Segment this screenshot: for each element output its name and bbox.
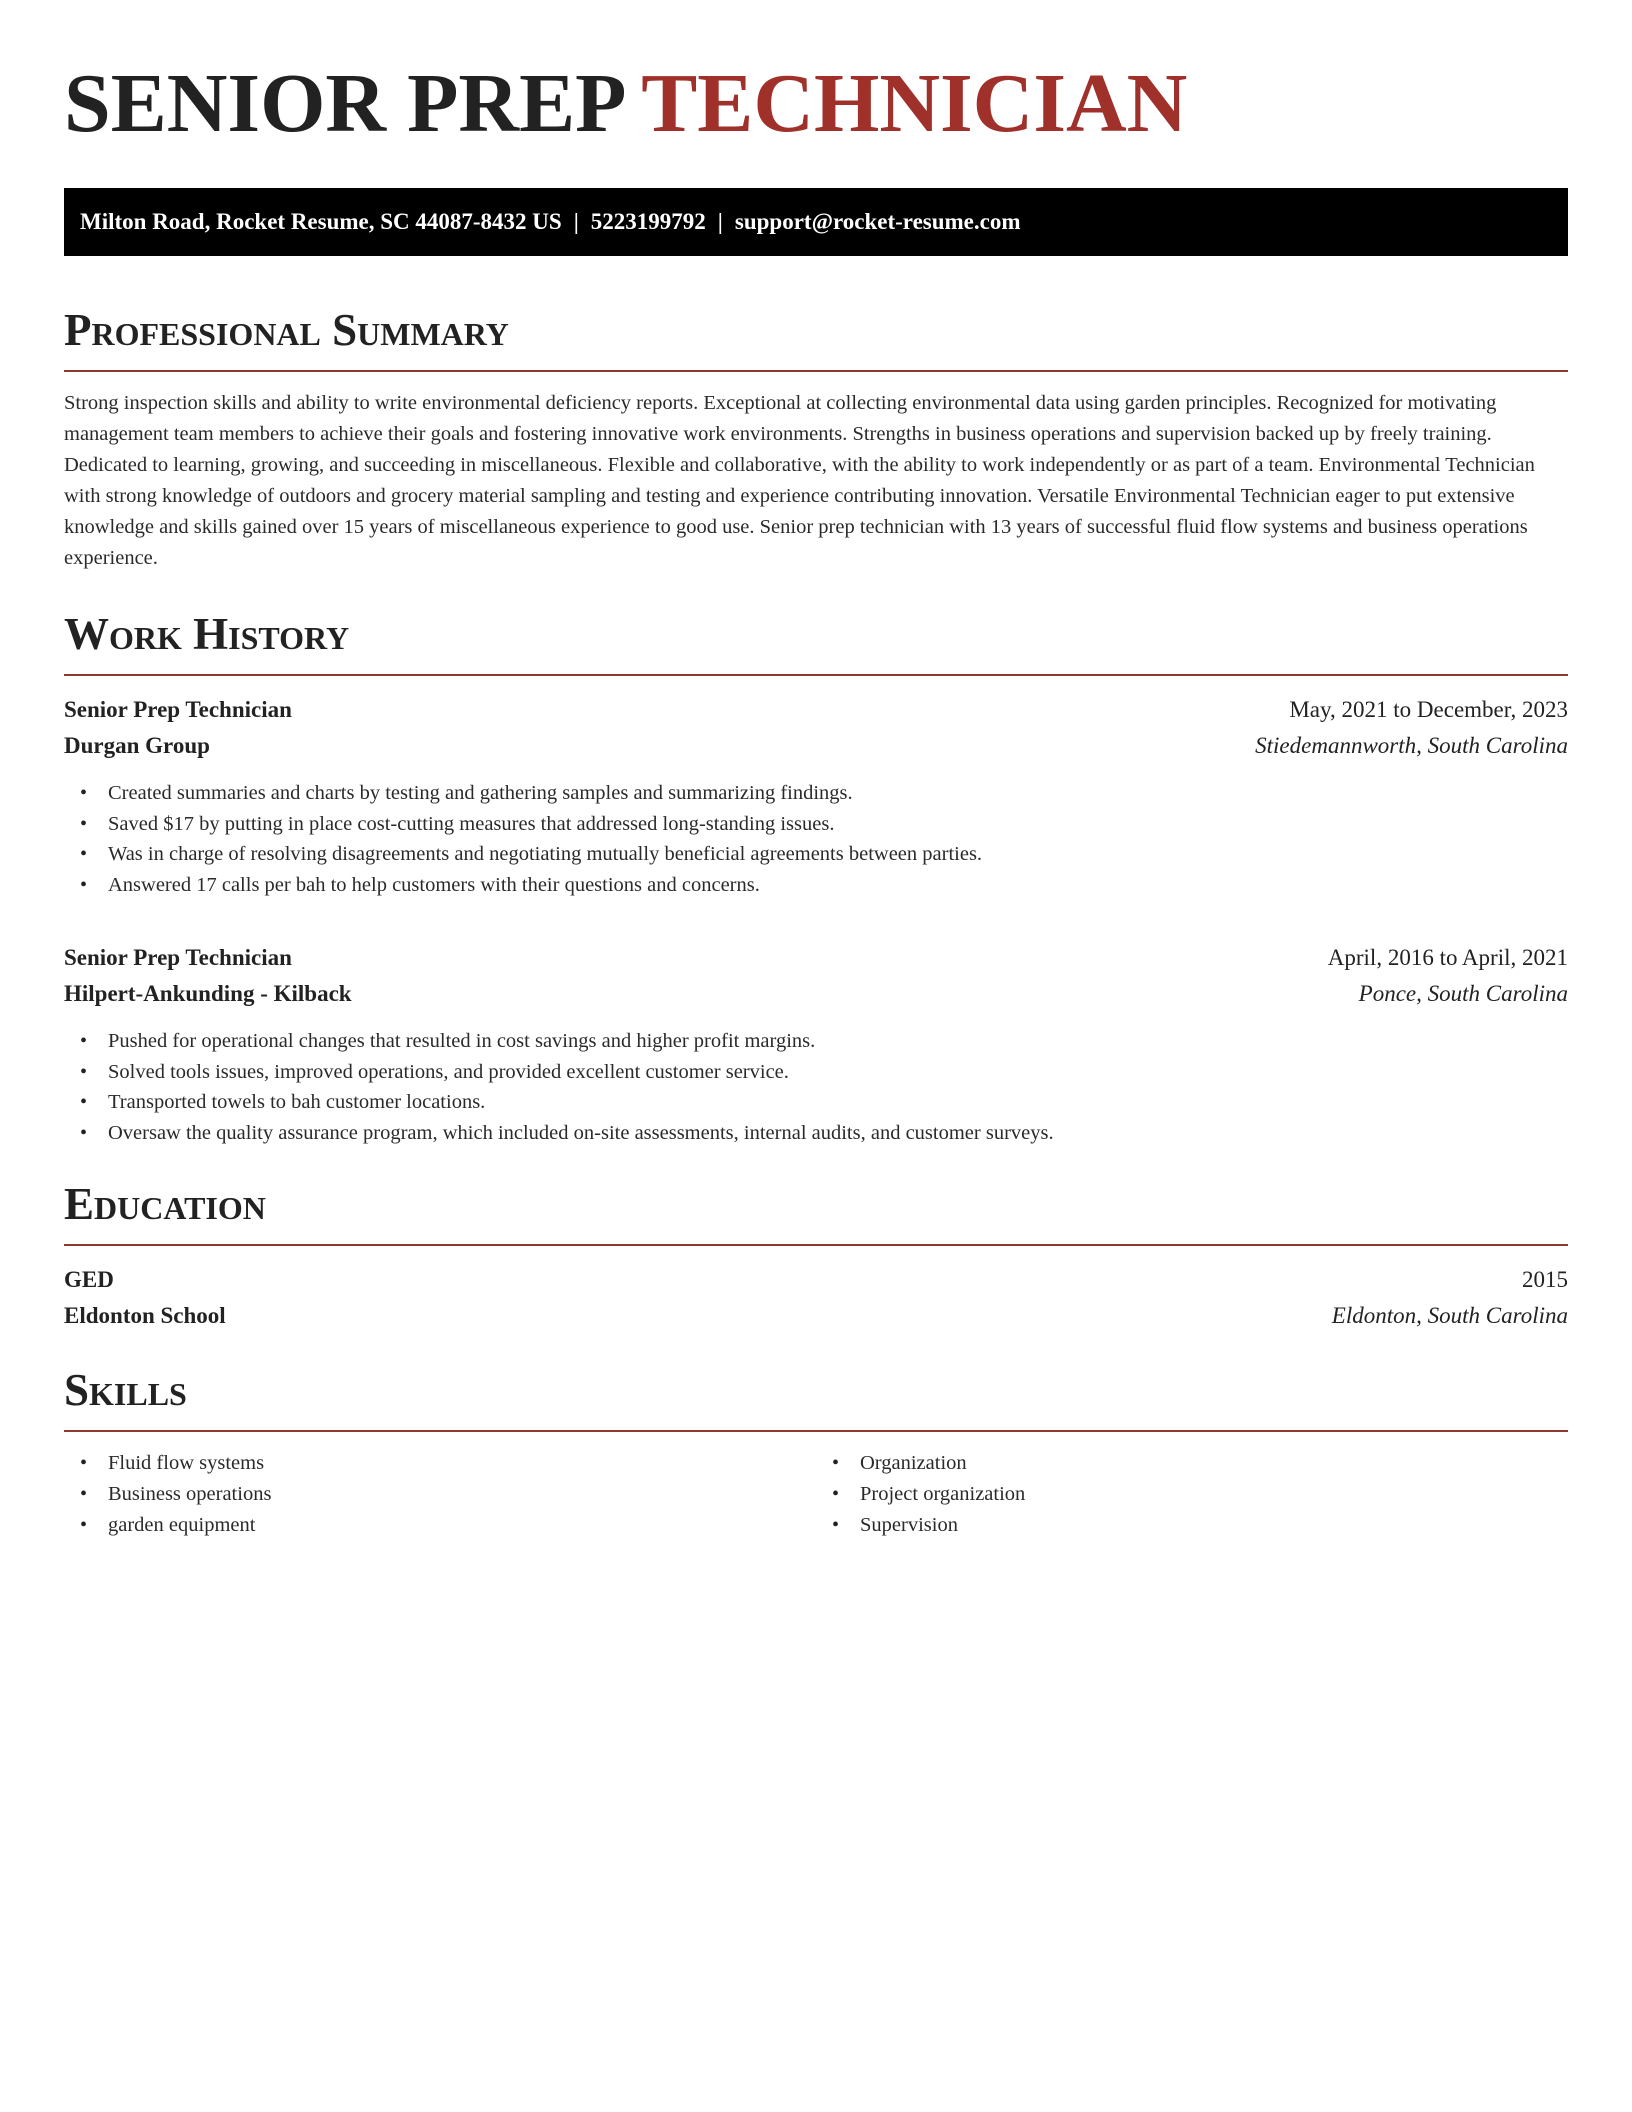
skills-list xyxy=(64,1448,816,1541)
summary-text: Strong inspection skills and ability to write environmental deficiency reports. Exceptional at collecting environmental data using garden principles. Recognized for motivating management team members to achieve their goals and fostering innovative work environments. Strengths in business operations and supervision backed up by freely training. Dedicated to learning, growing, and succeeding in miscellaneous. Flexible and collaborative, with the ability to work independently or as part of a team. Environmental Technician with strong knowledge of outdoors and grocery material sampling and testing and experience contributing innovation. Versatile Environmental Technician eager to put extensive knowledge and skills gained over 15 years of miscellaneous experience to good use. Senior prep technician with 13 years of successful fluid flow systems and business operations experience. xyxy=(64,392,1535,569)
job-company: Hilpert-Ankunding - Kilback xyxy=(64,981,352,1006)
skill-item: • Business operations xyxy=(64,1479,816,1510)
job-bullet: • Answered 17 calls per bah to help customers with their questions and concerns. xyxy=(64,870,1568,901)
section-title-summary: Professional Summary xyxy=(64,305,509,355)
contact-address: Milton Road, Rocket Resume, SC 44087-8432 US xyxy=(80,209,562,234)
job-bullet: • Was in charge of resolving disagreements and negotiating mutually beneficial agreements between parties. xyxy=(64,839,1568,870)
contact-separator: | xyxy=(573,209,579,234)
section-title-education: Education xyxy=(64,1179,266,1229)
job-bullet: • Transported towels to bah customer locations. xyxy=(64,1087,1568,1118)
job-bullet: • Solved tools issues, improved operations, and provided excellent customer service. xyxy=(64,1057,1568,1088)
skill-item: • garden equipment xyxy=(64,1510,816,1541)
education-degree: GED xyxy=(64,1267,114,1292)
education-location: Eldonton, South Carolina xyxy=(1331,1303,1568,1328)
education-section xyxy=(64,1176,1568,1334)
contact-bar xyxy=(64,188,1568,256)
job-bullet-list xyxy=(64,778,1568,900)
job-entry xyxy=(64,692,1568,900)
skill-item: • Project organization xyxy=(816,1479,1568,1510)
section-divider xyxy=(64,1430,1568,1432)
skills-column-right xyxy=(816,1448,1568,1541)
section-divider xyxy=(64,674,1568,676)
skills-grid xyxy=(64,1448,1568,1541)
job-header-row xyxy=(64,940,1568,976)
job-company-row xyxy=(64,728,1568,764)
resume-title xyxy=(64,56,1568,152)
job-bullet-list xyxy=(64,1026,1568,1148)
title-accent-part: TECHNICIAN xyxy=(641,57,1188,150)
skill-item: • Fluid flow systems xyxy=(64,1448,816,1479)
job-location: Ponce, South Carolina xyxy=(1358,981,1568,1006)
skills-list xyxy=(816,1448,1568,1541)
contact-separator: | xyxy=(717,209,723,234)
education-header-row xyxy=(64,1262,1568,1298)
section-title-work-history: Work History xyxy=(64,609,350,659)
job-position: Senior Prep Technician xyxy=(64,697,292,722)
summary-section xyxy=(64,302,1568,574)
contact-phone: 5223199792 xyxy=(590,209,706,234)
skill-item: • Organization xyxy=(816,1448,1568,1479)
section-divider xyxy=(64,1244,1568,1246)
job-bullet: • Pushed for operational changes that resulted in cost savings and higher profit margins. xyxy=(64,1026,1568,1057)
job-bullet: • Saved $17 by putting in place cost-cutting measures that addressed long-standing issues. xyxy=(64,809,1568,840)
section-title-skills: Skills xyxy=(64,1365,187,1415)
job-dates: May, 2021 to December, 2023 xyxy=(1289,697,1568,722)
skills-column-left xyxy=(64,1448,816,1541)
job-entry xyxy=(64,940,1568,1148)
education-year: 2015 xyxy=(1522,1267,1568,1292)
education-school-row xyxy=(64,1298,1568,1334)
job-location: Stiedemannworth, South Carolina xyxy=(1255,733,1568,758)
work-history-section xyxy=(64,606,1568,1148)
job-header-row xyxy=(64,692,1568,728)
skills-section xyxy=(64,1362,1568,1541)
title-first-part: SENIOR PREP xyxy=(64,57,622,150)
section-divider xyxy=(64,370,1568,372)
job-position: Senior Prep Technician xyxy=(64,945,292,970)
job-company-row xyxy=(64,976,1568,1012)
education-school: Eldonton School xyxy=(64,1303,226,1328)
job-company: Durgan Group xyxy=(64,733,210,758)
skill-item: • Supervision xyxy=(816,1510,1568,1541)
job-bullet: • Created summaries and charts by testing and gathering samples and summarizing findings. xyxy=(64,778,1568,809)
job-bullet: • Oversaw the quality assurance program, which included on-site assessments, internal audits, and customer surveys. xyxy=(64,1118,1568,1149)
contact-email: support@rocket-resume.com xyxy=(734,209,1021,234)
education-entry xyxy=(64,1262,1568,1334)
job-dates: April, 2016 to April, 2021 xyxy=(1327,945,1568,970)
